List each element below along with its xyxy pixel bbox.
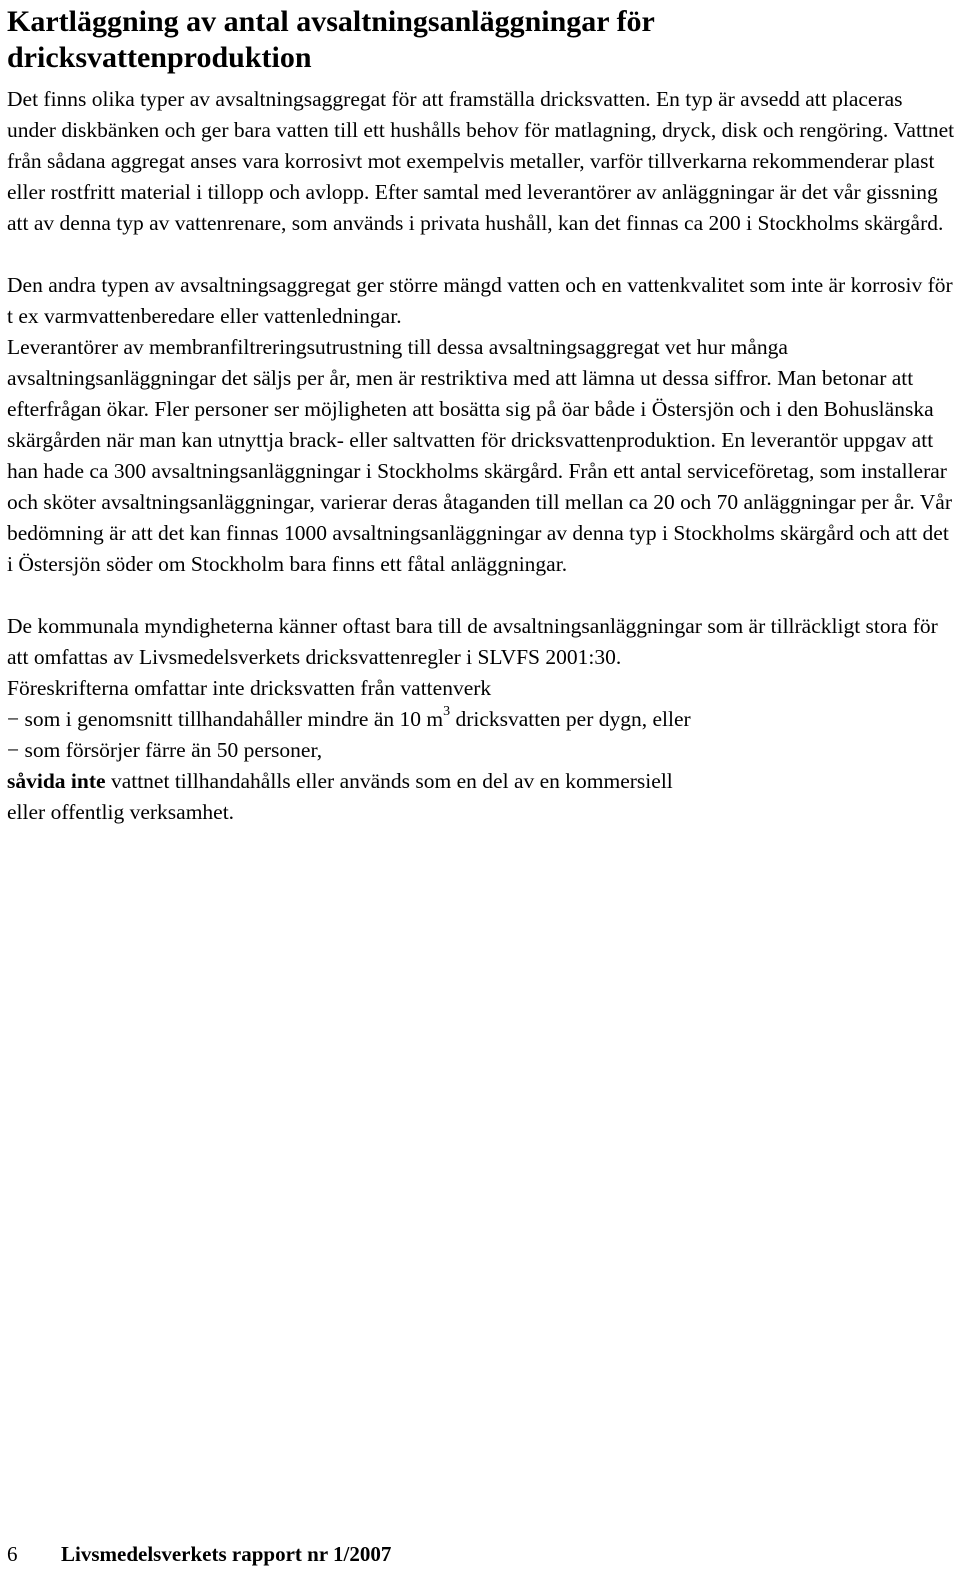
closing-line-2: eller offentlig verksamhet. <box>7 800 235 824</box>
document-title: Kartläggning av antal avsaltningsanläggningar för dricksvattenproduktion <box>7 5 655 74</box>
list-item-1-text: som i genomsnitt tillhandahåller mindre än 10 m <box>24 707 444 731</box>
report-title: Livsmedelsverkets rapport nr 1/2007 <box>61 1542 392 1566</box>
closing-rest: vattnet tillhandahålls eller används som en del av en kommersiell <box>105 769 673 793</box>
paragraph-undersink-units: Det finns olika typer av avsaltningsaggregat för att framställa dricksvatten. En typ är avsedd att placeras under diskbänken och ger bara vatten till ett hushålls behov för matlagning, dryck, disk och rengöring. Vattnet från sådana aggregat anses vara korrosivt mot exempelvis metaller, varför tillverkarna rekommenderar plast eller rostfritt material i tillopp och avlopp. Efter samtal med leverantörer av anläggningar är det vår gissning att av denna typ av vattenrenare, som används i privata hushåll, kan det finnas ca 200 i Stockholms skärgård. <box>7 87 955 235</box>
paragraph-second-type: Den andra typen av avsaltningsaggregat ger större mängd vatten och en vattenkvalitet som inte är korrosiv för t ex varmvattenberedare eller vattenledningar. <box>7 273 953 328</box>
paragraph-municipal-authorities: De kommunala myndigheterna känner oftast bara till de avsaltningsanläggningar som är tillräckligt stora för att omfattas av Livsmedelsverkets dricksvattenregler i SLVFS 2001:30. <box>7 614 938 669</box>
list-dash: − <box>7 738 20 762</box>
closing-bold-phrase: såvida inte <box>7 769 106 793</box>
list-item <box>7 704 955 735</box>
paragraph-suppliers: Leverantörer av membranfiltreringsutrustning till dessa avsaltningsaggregat vet hur många avsaltningsanläggningar det säljs per år, men är restriktiva med att lämna ut dessa siffror. Man betonar att efterfrågan ökar. Fler personer ser möjligheten att bosätta sig på öar både i Östersjön och i den Bohuslänska skärgården när man kan utnyttja brack- eller saltvatten för dricksvattenproduktion. En leverantör uppgav att han hade ca 300 avsaltningsanläggningar i Stockholms skärgård. Från ett antal serviceföretag, som installerar och sköter avsaltningsanläggningar, varierar deras åtaganden till mellan ca 20 och 70 anläggningar per år. Vår bedömning är att det kan finnas 1000 avsaltningsanläggningar av denna typ i Stockholms skärgård och att det i Östersjön söder om Stockholm bara finns ett fåtal anläggningar. <box>7 335 952 576</box>
paragraph-regulations-intro: Föreskrifterna omfattar inte dricksvatten från vattenverk <box>7 676 492 700</box>
page-footer <box>7 1541 391 1567</box>
closing-line <box>7 766 955 797</box>
list-dash: − <box>7 707 20 731</box>
list-item <box>7 735 955 766</box>
page-number: 6 <box>7 1542 18 1566</box>
document-page <box>7 0 955 828</box>
list-item-1-tail: dricksvatten per dygn, eller <box>450 707 691 731</box>
list-item-2-text: som försörjer färre än 50 personer, <box>24 738 323 762</box>
superscript-cubic: 3 <box>443 703 451 719</box>
